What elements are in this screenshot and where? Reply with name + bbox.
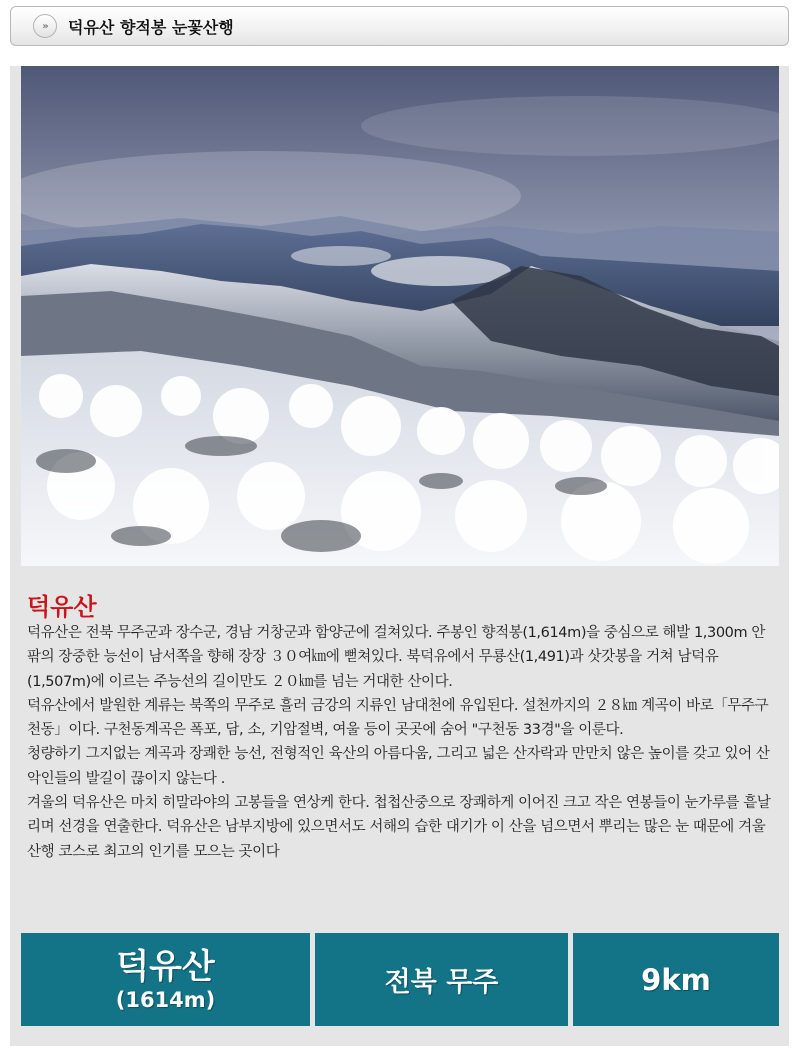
page-title: 덕유산 향적봉 눈꽃산행 xyxy=(68,17,234,37)
description-paragraph: 청량하기 그지없는 계곡과 장쾌한 능선, 전형적인 육산의 아름다움, 그리고 넓은 산자락과 만만치 않은 높이를 갖고 있어 산악인들의 발길이 끊이지 않는다 . xyxy=(27,746,770,787)
content-panel xyxy=(10,66,789,1046)
info-distance: 9km xyxy=(641,962,711,997)
description-paragraph: 덕유산에서 발원한 계류는 북쪽의 무주로 흘러 금강의 지류인 남대천에 유입된다. 설천까지의 ２８㎞ 계곡이 바로「무주구천동」이다. 구천동계곡은 폭포, 담, 소, 기암절벽, 여울 등이 곳곳에 숨어 "구천동 33경"을 이룬다. xyxy=(27,697,769,739)
info-bar xyxy=(21,933,779,1026)
description-paragraph: 겨울의 덕유산은 마치 히말라야의 고봉들을 연상케 한다. 첩첩산중으로 장쾌하게 이어진 크고 작은 연봉들이 눈가루를 흩날리며 선경을 연출한다. 덕유산은 남부지방에 있으면서도 서해의 습한 대기가 이 산을 넘으면서 뿌리는 많은 눈 때문에 겨울산행 코스로 최고의 인기를 모으는 곳이다 xyxy=(27,795,771,860)
info-cell-region xyxy=(315,933,568,1026)
description-paragraph: 덕유산은 전북 무주군과 장수군, 경남 거창군과 함양군에 걸쳐있다. 주봉인 향적봉(1,614m)을 중심으로 해발 1,300m 안팎의 장중한 능선이 남서쪽을 향해 장장 ３０여㎞에 뻗쳐있다. 북덕유에서 무룡산(1,491)과 삿갓봉을 거쳐 남덕유(1,507m)에 이르는 주능선의 길이만도 ２０㎞를 넘는 거대한 산이다. xyxy=(27,625,766,690)
hero-image xyxy=(21,66,779,566)
mountain-name-heading: 덕유산 xyxy=(27,593,97,621)
mountain-description xyxy=(27,621,775,864)
info-region: 전북 무주 xyxy=(384,967,499,998)
info-mountain-height: (1614m) xyxy=(115,987,216,1012)
info-cell-name xyxy=(21,933,310,1026)
double-chevron-right-icon: » xyxy=(33,14,57,38)
info-cell-distance xyxy=(573,933,779,1026)
page-title-bar xyxy=(10,6,789,46)
info-mountain-name: 덕유산 xyxy=(116,946,215,987)
